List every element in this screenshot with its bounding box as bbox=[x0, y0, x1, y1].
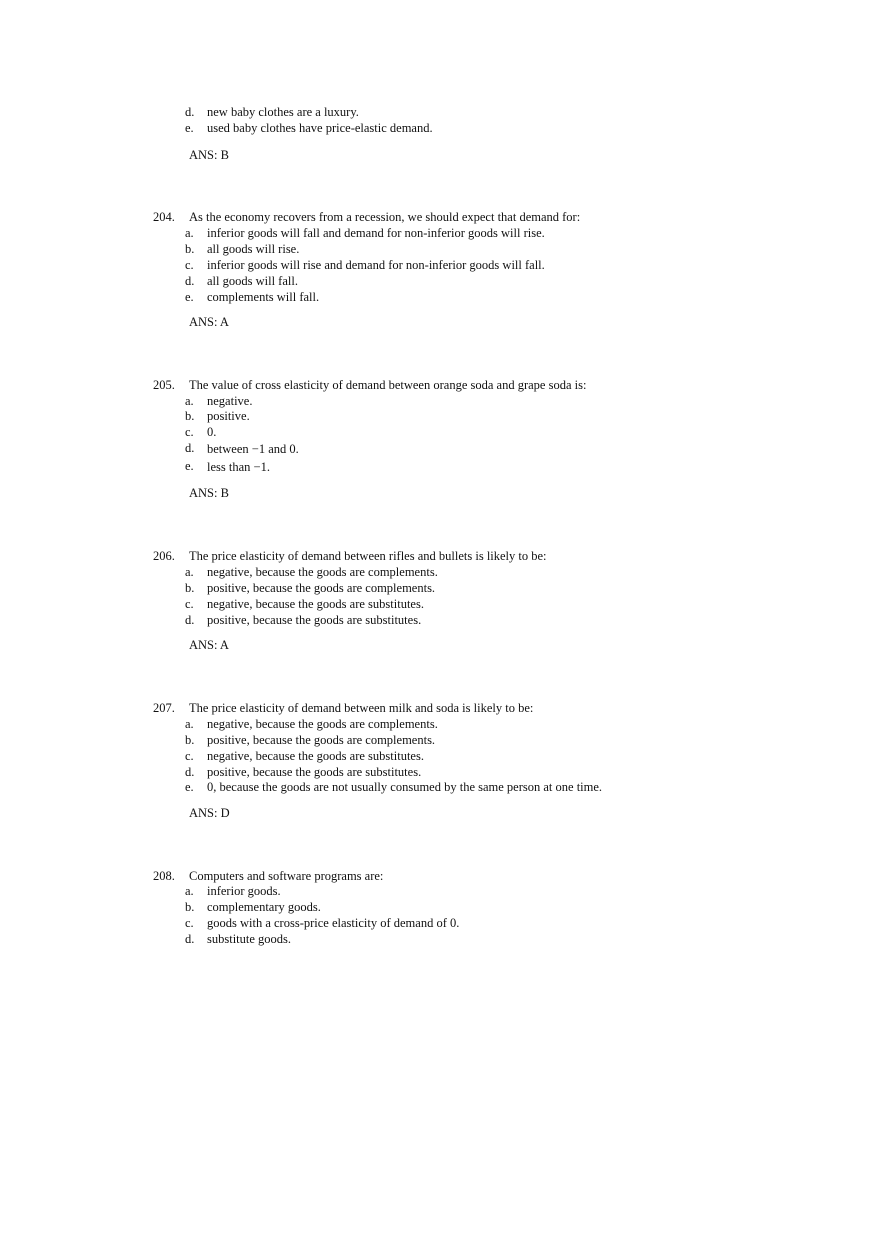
option-letter: e. bbox=[185, 459, 194, 473]
option-text: negative. bbox=[207, 394, 253, 408]
option-text: inferior goods. bbox=[207, 884, 281, 898]
option-letter: e. bbox=[185, 290, 194, 304]
option-letter: a. bbox=[185, 884, 194, 898]
option-text: negative, because the goods are substitutes. bbox=[207, 749, 424, 763]
option-letter: d. bbox=[185, 765, 195, 779]
option-letter: a. bbox=[185, 394, 194, 408]
option-letter: d. bbox=[185, 105, 195, 119]
question-stem: Computers and software programs are: bbox=[189, 869, 384, 883]
option-text: all goods will rise. bbox=[207, 242, 300, 256]
option-text: goods with a cross-price elasticity of demand of 0. bbox=[207, 916, 460, 930]
option-letter: e. bbox=[185, 780, 194, 794]
option-text: less than −1. bbox=[207, 460, 270, 474]
question-number: 208. bbox=[153, 869, 175, 883]
option-letter: d. bbox=[185, 274, 195, 288]
question-stem: The price elasticity of demand between milk and soda is likely to be: bbox=[189, 701, 534, 715]
option-text: new baby clothes are a luxury. bbox=[207, 105, 359, 119]
option-text: positive, because the goods are complements. bbox=[207, 733, 436, 747]
option-text: inferior goods will rise and demand for non-inferior goods will fall. bbox=[207, 258, 545, 272]
option-letter: c. bbox=[185, 425, 194, 439]
question-stem: As the economy recovers from a recession, we should expect that demand for: bbox=[189, 210, 581, 224]
question-number: 204. bbox=[153, 210, 175, 224]
option-letter: c. bbox=[185, 749, 194, 763]
option-text: negative, because the goods are complements. bbox=[207, 717, 438, 731]
option-letter: d. bbox=[185, 932, 195, 946]
option-letter: a. bbox=[185, 565, 194, 579]
option-letter: b. bbox=[185, 733, 195, 747]
question-stem: The value of cross elasticity of demand between orange soda and grape soda is: bbox=[189, 378, 587, 392]
option-text: substitute goods. bbox=[207, 932, 292, 946]
option-text: 0. bbox=[207, 425, 217, 439]
option-text: all goods will fall. bbox=[207, 274, 298, 288]
option-text: complements will fall. bbox=[207, 290, 320, 304]
option-letter: a. bbox=[185, 226, 194, 240]
option-letter: d. bbox=[185, 441, 195, 455]
option-letter: c. bbox=[185, 597, 194, 611]
option-letter: b. bbox=[185, 581, 195, 595]
option-letter: b. bbox=[185, 409, 195, 423]
option-text: positive. bbox=[207, 409, 250, 423]
option-text: used baby clothes have price-elastic demand. bbox=[207, 121, 433, 135]
option-text: between −1 and 0. bbox=[207, 442, 299, 456]
option-letter: b. bbox=[185, 900, 195, 914]
question-number: 205. bbox=[153, 378, 175, 392]
question-stem: The price elasticity of demand between rifles and bullets is likely to be: bbox=[189, 549, 547, 563]
option-letter: a. bbox=[185, 717, 194, 731]
answer-key: ANS: A bbox=[189, 638, 229, 652]
answer-key: ANS: D bbox=[189, 806, 230, 820]
option-letter: b. bbox=[185, 242, 195, 256]
option-letter: c. bbox=[185, 916, 194, 930]
option-text: positive, because the goods are complements. bbox=[207, 581, 436, 595]
option-text: positive, because the goods are substitutes. bbox=[207, 613, 422, 627]
option-text: negative, because the goods are substitutes. bbox=[207, 597, 424, 611]
option-letter: c. bbox=[185, 258, 194, 272]
option-letter: d. bbox=[185, 613, 195, 627]
option-text: positive, because the goods are substitutes. bbox=[207, 765, 422, 779]
question-number: 207. bbox=[153, 701, 175, 715]
option-text: negative, because the goods are complements. bbox=[207, 565, 438, 579]
option-letter: e. bbox=[185, 121, 194, 135]
question-number: 206. bbox=[153, 549, 175, 563]
option-text: inferior goods will fall and demand for non-inferior goods will rise. bbox=[207, 226, 545, 240]
answer-key: ANS: A bbox=[189, 315, 229, 329]
answer-key: ANS: B bbox=[189, 486, 229, 500]
option-text: 0, because the goods are not usually consumed by the same person at one time. bbox=[207, 780, 603, 794]
option-text: complementary goods. bbox=[207, 900, 321, 914]
answer-key: ANS: B bbox=[189, 148, 229, 162]
